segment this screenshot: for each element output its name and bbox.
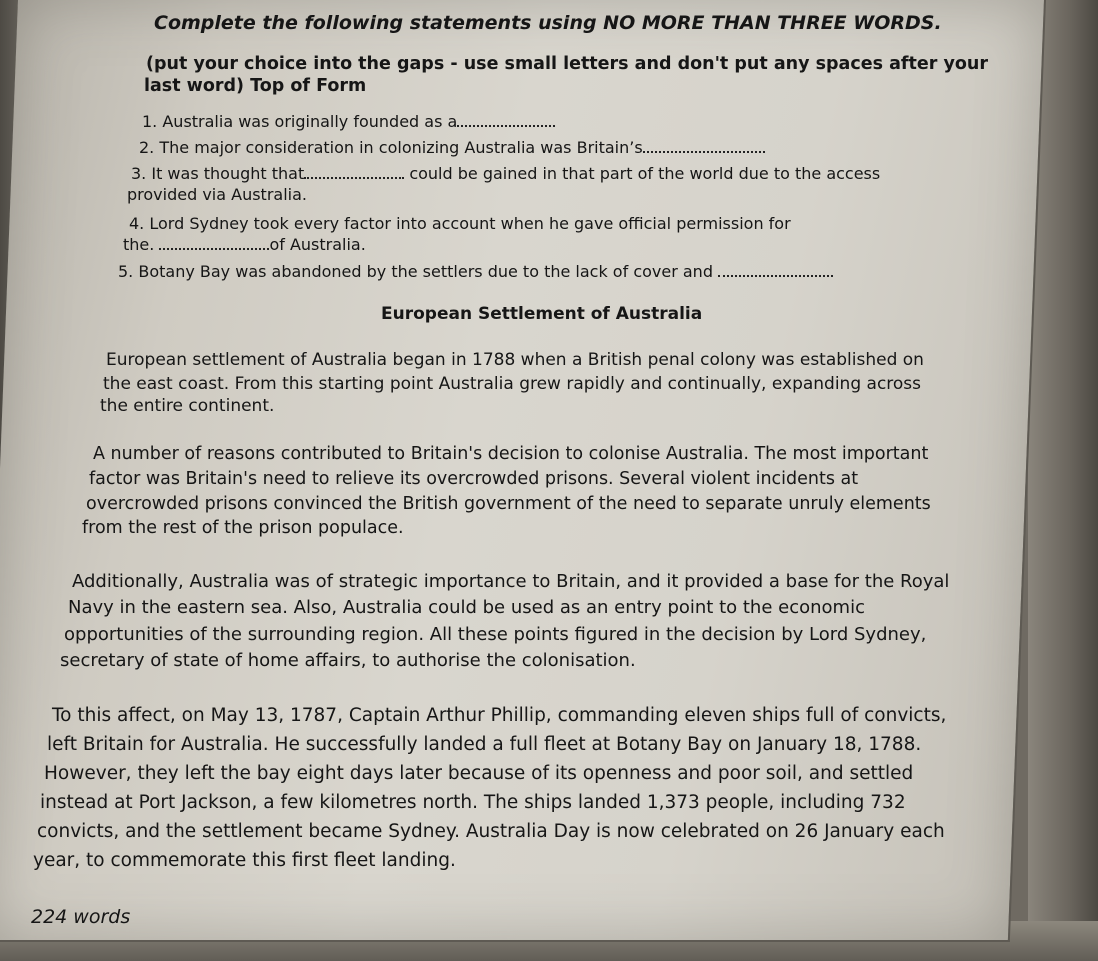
article-p4-line2: left Britain for Australia. He successfully landed a full fleet at Botany Bay on January 18, 1788. [47,734,922,755]
word-count: 224 words [31,906,131,928]
question-1 [142,112,555,131]
article-p3-line3: opportunities of the surrounding region. All these points figured in the decision by Lord Sydney, [64,624,927,645]
question-1-text: 1. Australia was originally founded as a [142,112,458,131]
article-title: European Settlement of Australia [381,304,703,324]
article-p4-line3: However, they left the bay eight days later because of its openness and poor soil, and settled [44,763,914,784]
question-4-line2 [123,235,366,254]
instructions-subheading-line2: last word) Top of Form [144,76,367,96]
instructions-subheading-line1: (put your choice into the gaps - use small letters and don't put any spaces after your [146,54,989,74]
question-2-text: 2. The major consideration in colonizing Australia was Britain’s [139,138,643,157]
question-3-text-before: 3. It was thought that [131,164,305,183]
instructions-heading: Complete the following statements using NO MORE THAN THREE WORDS. [154,12,942,34]
question-4-text-after: of Australia. [269,235,366,254]
article-p4-line6: year, to commemorate this first fleet landing. [33,850,456,871]
article-p1-line2: the east coast. From this starting point Australia grew rapidly and continually, expanding across [103,374,922,394]
article-p1-line3: the entire continent. [100,396,275,416]
article-p2-line1: A number of reasons contributed to Britain's decision to colonise Australia. The most important [93,444,929,464]
question-3 [131,164,880,183]
question-5-text: 5. Botany Bay was abandoned by the settlers due to the lack of cover and [118,262,719,281]
question-4-blank[interactable] [159,236,269,250]
article-p2-line4: from the rest of the prison populace. [82,518,404,538]
question-1-blank[interactable] [457,113,555,127]
article-p4-line5: convicts, and the settlement became Sydney. Australia Day is now celebrated on 26 January each [37,821,945,842]
question-5 [118,262,833,281]
article-p3-line1: Additionally, Australia was of strategic importance to Britain, and it provided a base for the Royal [72,571,950,592]
article-p4-line1: To this affect, on May 13, 1787, Captain Arthur Phillip, commanding eleven ships full of convicts, [52,705,947,726]
question-3-text-after: could be gained in that part of the world due to the access [404,164,881,183]
question-2-blank[interactable] [643,139,765,153]
article-p2-line2: factor was Britain's need to relieve its overcrowded prisons. Several violent incidents at [89,469,859,489]
article-p4-line4: instead at Port Jackson, a few kilometres north. The ships landed 1,373 people, including 732 [40,792,906,813]
question-2 [139,138,765,157]
article-p3-line2: Navy in the eastern sea. Also, Australia could be used as an entry point to the economic [68,597,865,618]
article-p2-line3: overcrowded prisons convinced the British government of the need to separate unruly elements [86,494,931,514]
article-p3-line4: secretary of state of home affairs, to authorise the colonisation. [60,650,636,671]
question-3-blank[interactable] [304,165,404,179]
question-4-line1: 4. Lord Sydney took every factor into account when he gave official permission for [129,214,791,233]
question-5-blank[interactable] [718,263,833,277]
article-p1-line1: European settlement of Australia began in 1788 when a British penal colony was established on [106,350,924,370]
question-3-continuation: provided via Australia. [127,185,307,204]
question-4-text-before: the. [123,235,160,254]
